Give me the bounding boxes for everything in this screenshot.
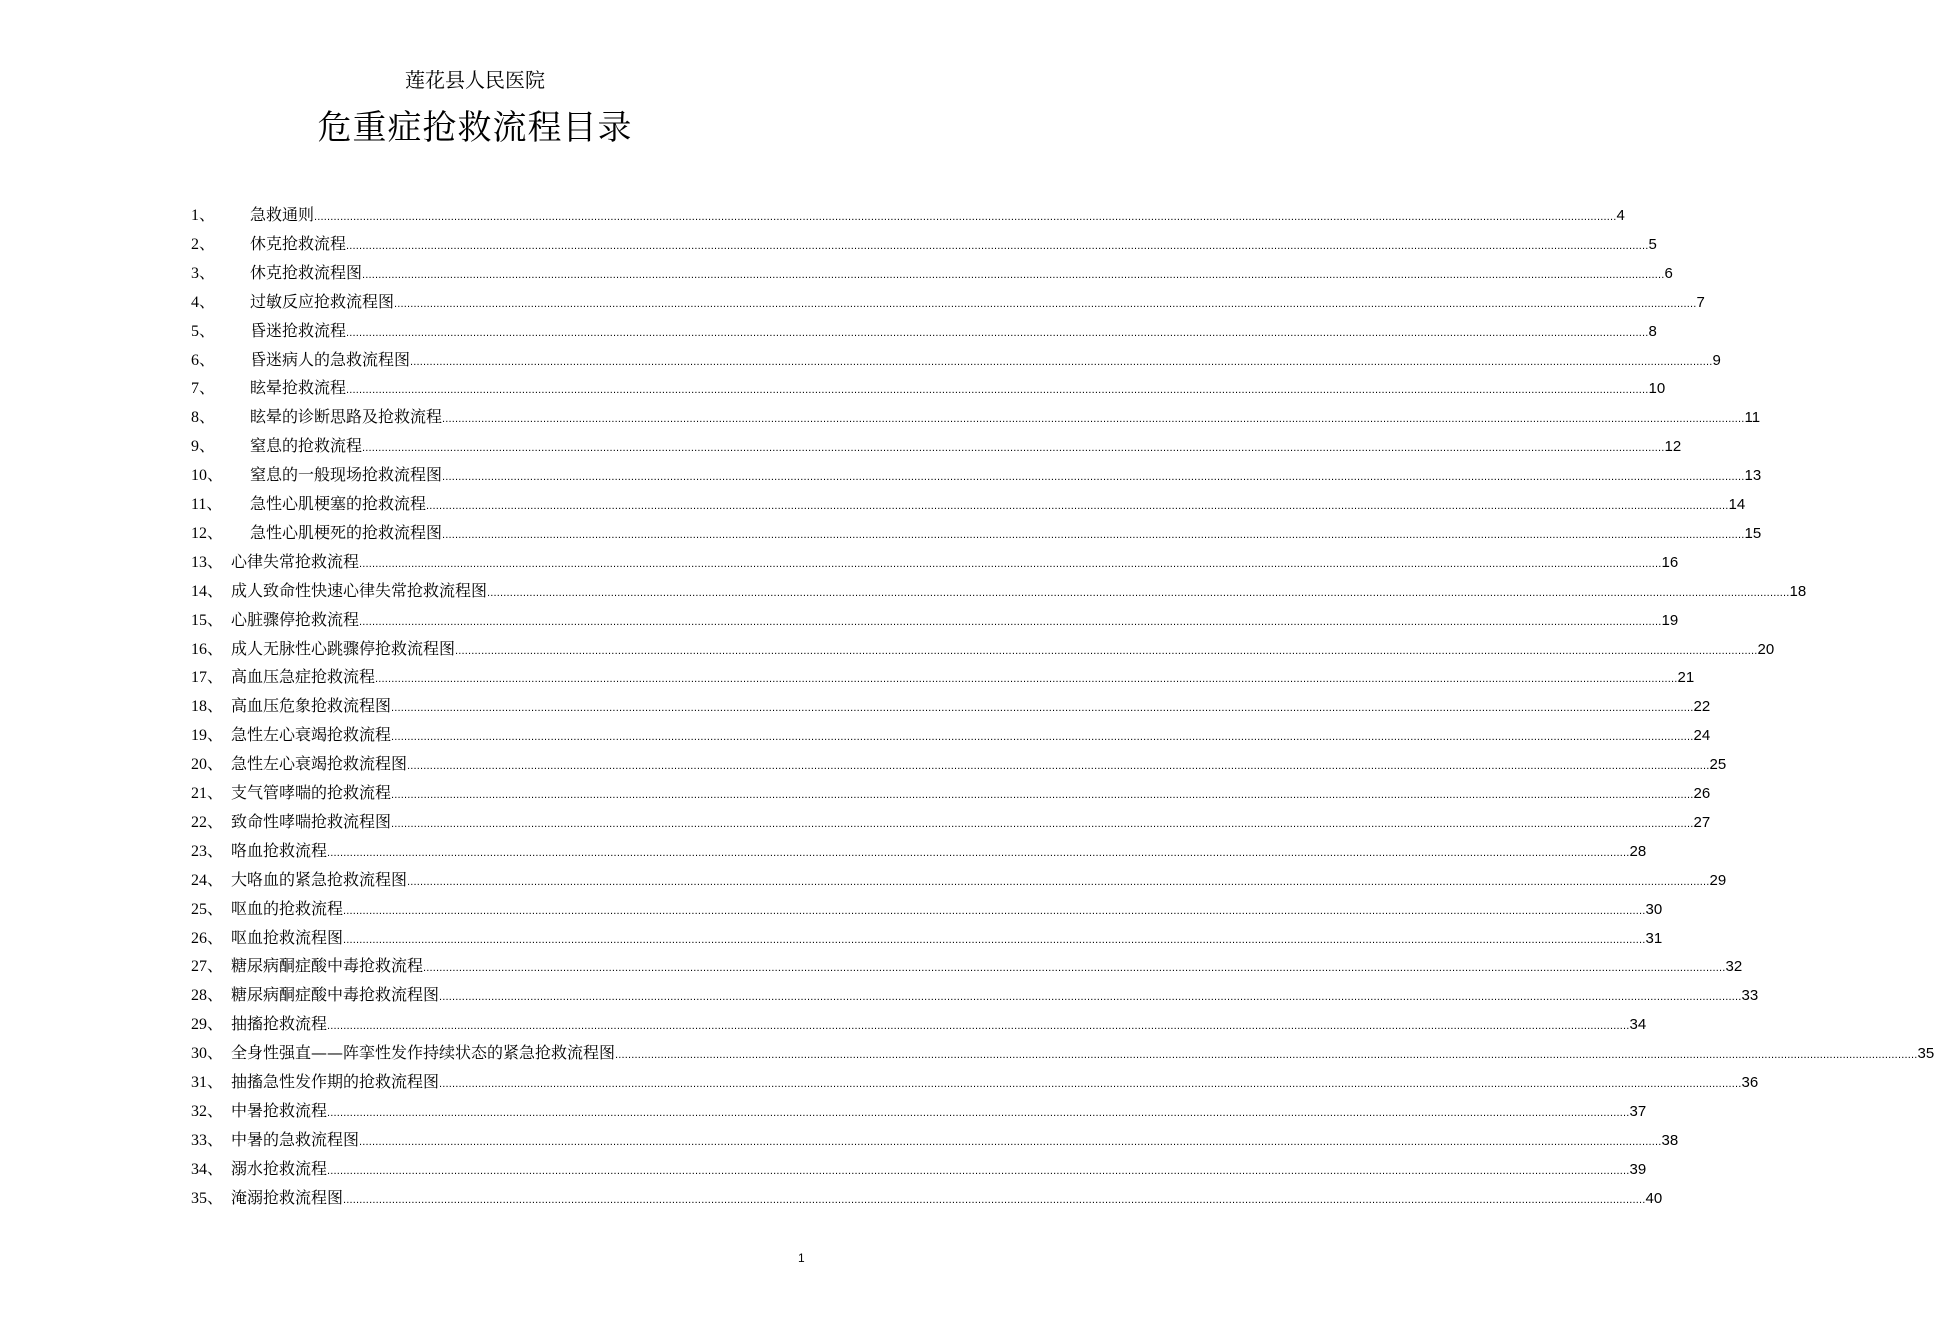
toc-entry[interactable]: [191, 1128, 1679, 1152]
toc-entry-label: 心律失常抢救流程: [231, 551, 360, 571]
toc-entry[interactable]: [191, 868, 1727, 892]
toc-entry[interactable]: [191, 752, 1727, 776]
toc-entry-number: 18、: [191, 698, 224, 716]
toc-entry[interactable]: [191, 983, 1759, 1007]
toc-leader-dots: ................................................................................................................................................................................................................................................................................................................................................................................................................: [327, 846, 1630, 859]
toc-entry-label: 休克抢救流程: [250, 233, 347, 253]
toc-entry[interactable]: [191, 319, 1657, 343]
toc-entry[interactable]: [191, 348, 1721, 372]
toc-entry-number: 20、: [191, 756, 224, 774]
toc-leader-dots: ................................................................................................................................................................................................................................................................................................................................................................................................................: [343, 933, 1646, 946]
toc-entry-number: 34、: [191, 1160, 224, 1178]
toc-entry-label: 急性左心衰竭抢救流程图: [231, 754, 408, 774]
toc-entry-label: 糖尿病酮症酸中毒抢救流程: [231, 956, 424, 976]
toc-entry[interactable]: [191, 521, 1762, 545]
toc-entry[interactable]: [191, 376, 1666, 400]
toc-entry[interactable]: [191, 1186, 1663, 1210]
toc-entry-page: 12: [1664, 438, 1682, 456]
toc-entry-label: 成人无脉性心跳骤停抢救流程图: [231, 638, 456, 658]
toc-entry-page: 14: [1728, 496, 1746, 513]
toc-entry-number: 15、: [191, 611, 224, 629]
toc-entry-number: 16、: [191, 640, 224, 658]
toc-entry-page: 9: [1712, 351, 1721, 369]
toc-entry-page: 27: [1693, 813, 1711, 831]
toc-entry-page: 33: [1741, 987, 1759, 1005]
toc-entry-page: 6: [1664, 264, 1673, 282]
toc-entry[interactable]: [191, 1157, 1647, 1181]
toc-entry[interactable]: [191, 405, 1761, 429]
toc-entry-number: 22、: [191, 813, 224, 831]
toc-entry-label: 急性心肌梗塞的抢救流程: [250, 494, 427, 513]
toc-entry-page: 26: [1693, 785, 1711, 802]
toc-entry-page: 36: [1741, 1074, 1759, 1091]
toc-entry-number: 31、: [191, 1074, 224, 1091]
toc-entry-page: 22: [1693, 698, 1711, 716]
toc-entry-label: 昏迷病人的急救流程图: [250, 349, 411, 369]
toc-entry[interactable]: [191, 637, 1775, 661]
toc-entry-page: 40: [1645, 1189, 1663, 1207]
toc-entry[interactable]: [191, 203, 1625, 227]
toc-leader-dots: ................................................................................................................................................................................................................................................................................................................................................................................................................: [346, 239, 1649, 252]
toc-leader-dots: ................................................................................................................................................................................................................................................................................................................................................................................................................: [426, 500, 1729, 512]
toc-entry-label: 窒息的抢救流程: [250, 436, 363, 456]
toc-entry-page: 10: [1648, 380, 1666, 398]
toc-entry-number: 1、: [191, 207, 216, 224]
toc-leader-dots: ................................................................................................................................................................................................................................................................................................................................................................................................................: [391, 731, 1694, 744]
toc-entry-label: 中暑抢救流程: [231, 1100, 328, 1120]
toc-leader-dots: ................................................................................................................................................................................................................................................................................................................................................................................................................: [327, 1106, 1630, 1119]
toc-entry-page: 35: [1917, 1045, 1934, 1063]
toc-leader-dots: ................................................................................................................................................................................................................................................................................................................................................................................................................: [346, 384, 1649, 397]
toc-entry-number: 11、: [191, 496, 223, 513]
toc-entry-label: 眩晕的诊断思路及抢救流程: [250, 407, 443, 427]
toc-leader-dots: ................................................................................................................................................................................................................................................................................................................................................................................................................: [410, 355, 1713, 368]
toc-leader-dots: ................................................................................................................................................................................................................................................................................................................................................................................................................: [442, 413, 1745, 426]
toc-leader-dots: ................................................................................................................................................................................................................................................................................................................................................................................................................: [391, 817, 1694, 830]
toc-entry[interactable]: [191, 1012, 1647, 1036]
toc-entry-number: 14、: [191, 582, 224, 600]
toc-entry[interactable]: [191, 261, 1673, 285]
toc-entry-number: 28、: [191, 987, 224, 1005]
toc-leader-dots: ................................................................................................................................................................................................................................................................................................................................................................................................................: [327, 1020, 1630, 1033]
toc-entry[interactable]: [191, 492, 1746, 516]
toc-entry[interactable]: [191, 665, 1695, 689]
toc-entry[interactable]: [191, 550, 1679, 574]
toc-entry-label: 成人致命性快速心律失常抢救流程图: [231, 580, 488, 600]
toc-entry-number: 5、: [191, 322, 216, 340]
toc-entry-label: 过敏反应抢救流程图: [250, 291, 395, 311]
toc-entry-number: 2、: [191, 235, 216, 253]
toc-leader-dots: ................................................................................................................................................................................................................................................................................................................................................................................................................: [487, 586, 1790, 599]
toc-entry-page: 21: [1677, 669, 1695, 687]
toc-entry-number: 3、: [191, 264, 216, 282]
toc-leader-dots: ................................................................................................................................................................................................................................................................................................................................................................................................................: [407, 760, 1710, 773]
toc-leader-dots: ................................................................................................................................................................................................................................................................................................................................................................................................................: [359, 557, 1662, 570]
toc-entry[interactable]: [191, 579, 1807, 603]
toc-entry-number: 17、: [191, 669, 224, 687]
toc-leader-dots: ................................................................................................................................................................................................................................................................................................................................................................................................................: [442, 471, 1745, 484]
page-title: 危重症抢救流程目录: [317, 108, 633, 148]
toc-leader-dots: ................................................................................................................................................................................................................................................................................................................................................................................................................: [439, 991, 1742, 1004]
toc-leader-dots: ................................................................................................................................................................................................................................................................................................................................................................................................................: [359, 1135, 1662, 1148]
toc-entry-label: 淹溺抢救流程图: [231, 1187, 344, 1207]
toc-entry[interactable]: [191, 694, 1711, 718]
toc-entry-label: 呕血的抢救流程: [231, 898, 344, 918]
toc-entry-number: 19、: [191, 727, 224, 745]
toc-entry-label: 昏迷抢救流程: [250, 320, 347, 340]
toc-entry[interactable]: [191, 926, 1663, 950]
toc-entry-label: 高血压危象抢救流程图: [231, 696, 392, 716]
toc-entry-page: 4: [1616, 207, 1625, 224]
toc-entry[interactable]: [191, 1099, 1647, 1123]
toc-entry[interactable]: [191, 608, 1679, 632]
toc-entry-number: 25、: [191, 900, 224, 918]
toc-entry-label: 呕血抢救流程图: [231, 927, 344, 947]
hospital-name: 莲花县人民医院: [405, 68, 545, 92]
toc-leader-dots: ................................................................................................................................................................................................................................................................................................................................................................................................................: [407, 875, 1710, 888]
toc-entry[interactable]: [191, 434, 1682, 458]
toc-entry-page: 25: [1709, 756, 1727, 774]
toc-entry[interactable]: [191, 1041, 1934, 1065]
toc-entry-page: 39: [1629, 1160, 1647, 1178]
toc-leader-dots: ................................................................................................................................................................................................................................................................................................................................................................................................................: [327, 1164, 1630, 1177]
toc-entry-label: 支气管哮喘的抢救流程: [231, 783, 392, 802]
toc-entry-label: 中暑的急救流程图: [231, 1129, 360, 1149]
toc-entry-label: 心脏骤停抢救流程: [231, 609, 360, 629]
toc-entry-page: 16: [1661, 553, 1679, 571]
toc-leader-dots: ................................................................................................................................................................................................................................................................................................................................................................................................................: [391, 702, 1694, 715]
toc-leader-dots: ................................................................................................................................................................................................................................................................................................................................................................................................................: [442, 528, 1745, 541]
toc-entry[interactable]: [191, 1070, 1759, 1094]
toc-entry-number: 23、: [191, 842, 224, 860]
toc-entry-number: 26、: [191, 929, 224, 947]
toc-entry[interactable]: [191, 897, 1663, 921]
toc-entry[interactable]: [191, 723, 1711, 747]
toc-leader-dots: ................................................................................................................................................................................................................................................................................................................................................................................................................: [359, 615, 1662, 628]
toc-entry-label: 全身性强直——阵挛性发作持续状态的紧急抢救流程图: [231, 1043, 616, 1063]
toc-entry-label: 糖尿病酮症酸中毒抢救流程图: [231, 985, 440, 1005]
toc-entry-page: 19: [1661, 611, 1679, 629]
toc-entry-page: 15: [1744, 524, 1762, 542]
toc-entry[interactable]: [191, 781, 1711, 805]
toc-entry-page: 34: [1629, 1016, 1647, 1034]
toc-entry[interactable]: [191, 839, 1647, 863]
toc-entry-label: 窒息的一般现场抢救流程图: [250, 465, 443, 485]
toc-leader-dots: ................................................................................................................................................................................................................................................................................................................................................................................................................: [394, 297, 1697, 310]
toc-entry-label: 高血压急症抢救流程: [231, 667, 376, 687]
toc-leader-dots: ................................................................................................................................................................................................................................................................................................................................................................................................................: [362, 442, 1665, 455]
toc-entry-number: 10、: [191, 467, 224, 485]
toc-entry-label: 抽搐抢救流程: [231, 1014, 328, 1034]
toc-entry-page: 32: [1725, 958, 1743, 976]
toc-entry-label: 咯血抢救流程: [231, 840, 328, 860]
toc-leader-dots: ................................................................................................................................................................................................................................................................................................................................................................................................................: [343, 904, 1646, 917]
toc-entry-number: 30、: [191, 1045, 224, 1063]
toc-entry-page: 5: [1648, 235, 1657, 253]
toc-entry-page: 20: [1757, 640, 1775, 658]
toc-leader-dots: ................................................................................................................................................................................................................................................................................................................................................................................................................: [362, 268, 1665, 281]
toc-entry-number: 33、: [191, 1131, 224, 1149]
toc-entry[interactable]: [191, 232, 1657, 256]
toc-entry-label: 致命性哮喘抢救流程图: [231, 811, 392, 831]
toc-entry-label: 休克抢救流程图: [250, 262, 363, 282]
toc-entry-number: 35、: [191, 1189, 224, 1207]
toc-leader-dots: ................................................................................................................................................................................................................................................................................................................................................................................................................: [375, 673, 1678, 686]
toc-entry-label: 溺水抢救流程: [231, 1158, 328, 1178]
page-number: 1: [798, 1251, 805, 1265]
toc-entry-label: 抽搐急性发作期的抢救流程图: [231, 1072, 440, 1091]
toc-entry-number: 7、: [191, 380, 216, 398]
toc-leader-dots: ................................................................................................................................................................................................................................................................................................................................................................................................................: [343, 1193, 1646, 1206]
toc-entry-label: 急性心肌梗死的抢救流程图: [250, 522, 443, 542]
toc-entry-label: 急性左心衰竭抢救流程: [231, 725, 392, 745]
toc-leader-dots: ................................................................................................................................................................................................................................................................................................................................................................................................................: [391, 789, 1694, 801]
toc-entry[interactable]: [191, 954, 1743, 978]
toc-entry-number: 12、: [191, 524, 224, 542]
toc-entry-page: 24: [1693, 727, 1711, 745]
toc-entry[interactable]: [191, 463, 1762, 487]
toc-entry-number: 29、: [191, 1016, 224, 1034]
toc-entry[interactable]: [191, 290, 1705, 314]
toc-leader-dots: ................................................................................................................................................................................................................................................................................................................................................................................................................: [439, 1078, 1742, 1090]
toc-entry-number: 21、: [191, 785, 224, 802]
toc-entry-label: 急救通则: [250, 205, 315, 224]
toc-entry-number: 9、: [191, 438, 216, 456]
toc-entry-page: 31: [1645, 929, 1663, 947]
toc-leader-dots: ................................................................................................................................................................................................................................................................................................................................................................................................................: [314, 211, 1617, 223]
toc-leader-dots: ................................................................................................................................................................................................................................................................................................................................................................................................................: [423, 962, 1726, 975]
toc-entry-page: 18: [1789, 582, 1807, 600]
toc-leader-dots: ................................................................................................................................................................................................................................................................................................................................................................................................................: [455, 644, 1758, 657]
toc-leader-dots: ................................................................................................................................................................................................................................................................................................................................................................................................................: [615, 1049, 1918, 1062]
toc-entry-label: 大咯血的紧急抢救流程图: [231, 869, 408, 889]
toc-entry-number: 8、: [191, 409, 216, 427]
toc-entry-page: 28: [1629, 842, 1647, 860]
toc-entry-page: 7: [1696, 293, 1705, 311]
toc-entry-page: 37: [1629, 1102, 1647, 1120]
toc-entry-page: 29: [1709, 871, 1727, 889]
toc-entry-number: 4、: [191, 293, 216, 311]
toc-entry-number: 27、: [191, 958, 224, 976]
toc-entry[interactable]: [191, 810, 1711, 834]
toc-entry-number: 32、: [191, 1102, 224, 1120]
toc-leader-dots: ................................................................................................................................................................................................................................................................................................................................................................................................................: [346, 326, 1649, 339]
toc-entry-page: 11: [1744, 409, 1761, 427]
toc-entry-label: 眩晕抢救流程: [250, 378, 347, 398]
toc-entry-page: 8: [1648, 322, 1657, 340]
toc-entry-number: 6、: [191, 351, 216, 369]
toc-entry-page: 30: [1645, 900, 1663, 918]
toc-entry-number: 24、: [191, 871, 224, 889]
toc-entry-page: 38: [1661, 1131, 1679, 1149]
toc-entry-number: 13、: [191, 553, 224, 571]
toc-entry-page: 13: [1744, 467, 1762, 485]
